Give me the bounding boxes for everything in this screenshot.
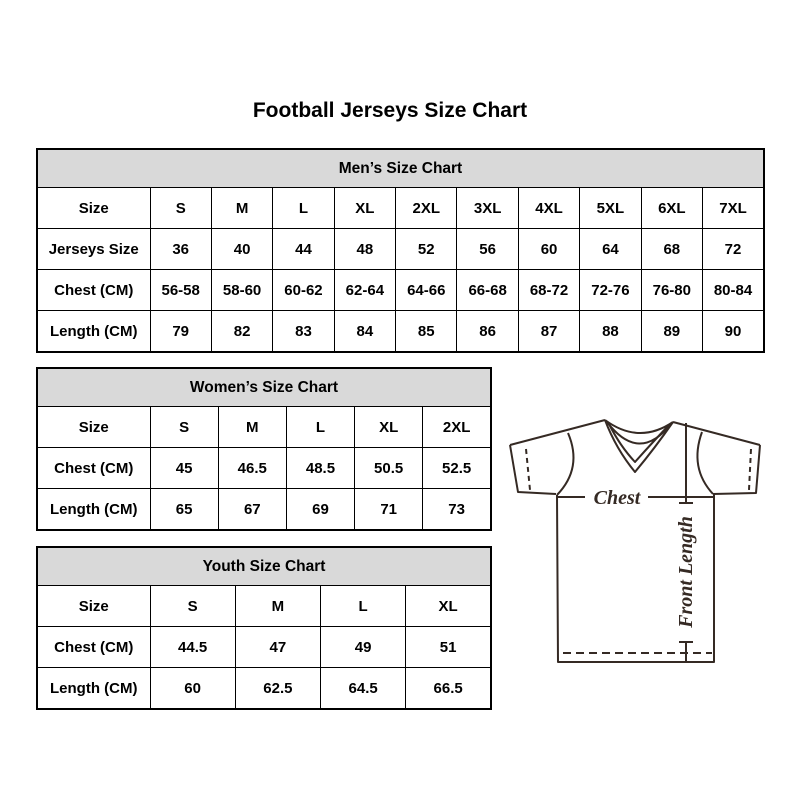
womens-row [37, 407, 491, 448]
mens-cell: 64-66 [396, 270, 457, 311]
mens-cell: 36 [150, 229, 211, 270]
mens-cell: 83 [273, 311, 334, 353]
mens-cell: 89 [641, 311, 702, 353]
front-length-label: Front Length [675, 516, 697, 628]
mens-cell: 66-68 [457, 270, 518, 311]
mens-cell: 88 [580, 311, 641, 353]
mens-cell: 62-64 [334, 270, 395, 311]
womens-header-row [37, 368, 491, 407]
youth-row-label: Chest (CM) [37, 627, 150, 668]
youth-row-label: Size [37, 586, 150, 627]
mens-cell: 2XL [396, 188, 457, 229]
mens-cell: 85 [396, 311, 457, 353]
mens-size-table [36, 148, 765, 353]
womens-cell: 45 [150, 448, 218, 489]
mens-cell: 48 [334, 229, 395, 270]
womens-table-title: Women’s Size Chart [37, 368, 491, 407]
mens-table [36, 148, 765, 353]
mens-cell: M [211, 188, 272, 229]
youth-cell: 49 [321, 627, 406, 668]
womens-cell: 65 [150, 489, 218, 531]
womens-table [36, 367, 492, 531]
chest-label: Chest [593, 487, 641, 509]
youth-cell: 64.5 [321, 668, 406, 710]
mens-cell: 72-76 [580, 270, 641, 311]
womens-cell: 2XL [423, 407, 491, 448]
page-title: Football Jerseys Size Chart [252, 99, 528, 122]
youth-cell: L [321, 586, 406, 627]
mens-cell: 87 [518, 311, 579, 353]
mens-row [37, 311, 764, 353]
womens-cell: 48.5 [286, 448, 354, 489]
mens-header-row [37, 149, 764, 188]
mens-row [37, 270, 764, 311]
mens-cell: 86 [457, 311, 518, 353]
womens-row-label: Length (CM) [37, 489, 150, 531]
womens-cell: 67 [218, 489, 286, 531]
youth-size-table [36, 546, 492, 710]
womens-cell: XL [355, 407, 423, 448]
womens-size-table [36, 367, 492, 531]
mens-cell: 76-80 [641, 270, 702, 311]
mens-cell: 60 [518, 229, 579, 270]
mens-cell: 3XL [457, 188, 518, 229]
womens-row [37, 489, 491, 531]
mens-cell: 44 [273, 229, 334, 270]
womens-cell: M [218, 407, 286, 448]
mens-row [37, 188, 764, 229]
youth-cell: M [235, 586, 320, 627]
mens-row-label: Size [37, 188, 150, 229]
youth-cell: S [150, 586, 235, 627]
mens-cell: 40 [211, 229, 272, 270]
womens-row-label: Chest (CM) [37, 448, 150, 489]
womens-cell: 71 [355, 489, 423, 531]
mens-cell: 68 [641, 229, 702, 270]
mens-cell: 58-60 [211, 270, 272, 311]
mens-row-label: Length (CM) [37, 311, 150, 353]
womens-cell: S [150, 407, 218, 448]
youth-cell: 60 [150, 668, 235, 710]
womens-row-label: Size [37, 407, 150, 448]
mens-cell: 64 [580, 229, 641, 270]
youth-cell: 62.5 [235, 668, 320, 710]
youth-header-row [37, 547, 491, 586]
youth-cell: XL [406, 586, 491, 627]
youth-table-title: Youth Size Chart [37, 547, 491, 586]
mens-cell: 52 [396, 229, 457, 270]
mens-cell: 56-58 [150, 270, 211, 311]
youth-cell: 44.5 [150, 627, 235, 668]
youth-row [37, 586, 491, 627]
mens-cell: 7XL [703, 188, 764, 229]
mens-row-label: Chest (CM) [37, 270, 150, 311]
mens-cell: S [150, 188, 211, 229]
mens-cell: 6XL [641, 188, 702, 229]
mens-cell: 84 [334, 311, 395, 353]
mens-cell: 80-84 [703, 270, 764, 311]
womens-cell: 50.5 [355, 448, 423, 489]
mens-cell: 82 [211, 311, 272, 353]
womens-cell: L [286, 407, 354, 448]
mens-cell: L [273, 188, 334, 229]
mens-cell: 4XL [518, 188, 579, 229]
collar-icon [605, 420, 673, 472]
youth-cell: 66.5 [406, 668, 491, 710]
womens-cell: 69 [286, 489, 354, 531]
youth-row [37, 668, 491, 710]
mens-row-label: Jerseys Size [37, 229, 150, 270]
mens-cell: 72 [703, 229, 764, 270]
womens-cell: 52.5 [423, 448, 491, 489]
mens-cell: 60-62 [273, 270, 334, 311]
youth-row-label: Length (CM) [37, 668, 150, 710]
left-cuff-dash-line [526, 449, 530, 490]
womens-cell: 46.5 [218, 448, 286, 489]
mens-cell: 5XL [580, 188, 641, 229]
mens-cell: XL [334, 188, 395, 229]
mens-cell: 68-72 [518, 270, 579, 311]
jersey-measurement-diagram [500, 402, 780, 672]
right-cuff-dash-line [749, 449, 751, 490]
mens-row [37, 229, 764, 270]
youth-table [36, 546, 492, 710]
mens-table-title: Men’s Size Chart [37, 149, 764, 188]
womens-row [37, 448, 491, 489]
mens-cell: 90 [703, 311, 764, 353]
youth-row [37, 627, 491, 668]
youth-cell: 51 [406, 627, 491, 668]
youth-cell: 47 [235, 627, 320, 668]
jersey-outline-icon [510, 420, 760, 662]
womens-cell: 73 [423, 489, 491, 531]
mens-cell: 56 [457, 229, 518, 270]
mens-cell: 79 [150, 311, 211, 353]
